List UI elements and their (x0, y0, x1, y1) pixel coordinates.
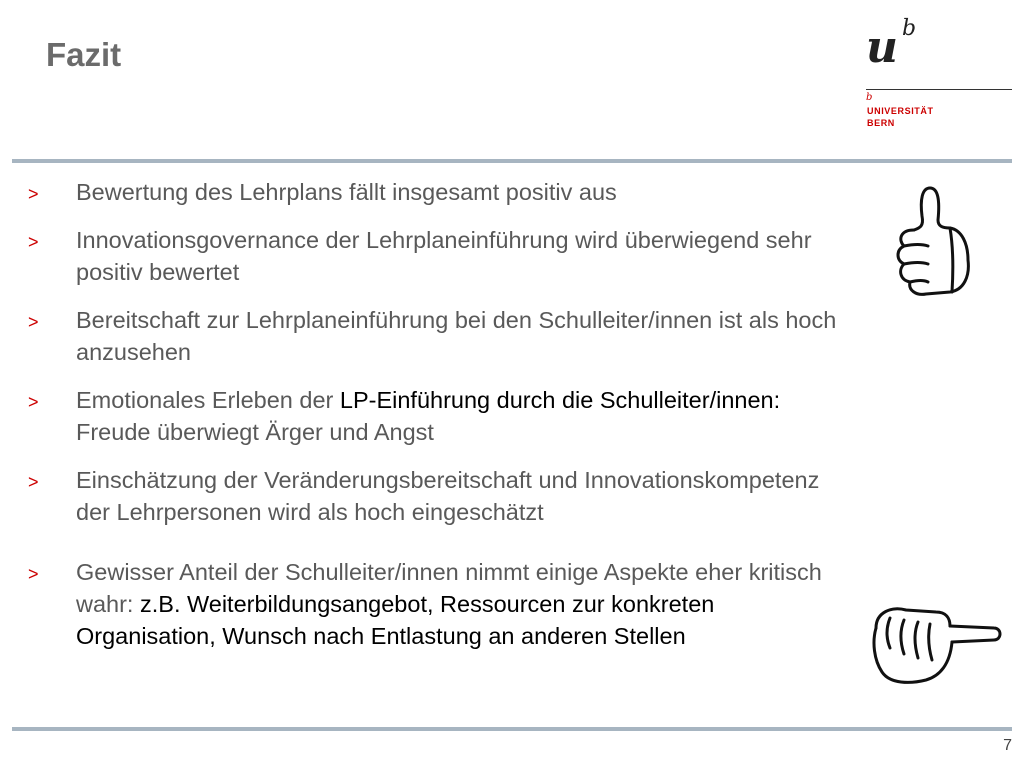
bullet-marker: > (28, 184, 39, 204)
bottom-divider (12, 727, 1012, 731)
university-logo (862, 10, 1012, 130)
bullet-text: z.B. Weiterbildungsangebot, Ressourcen zur konkreten Organisation, Wunsch nach Entlastung an anderen Stellen (76, 591, 715, 649)
logo-letter-b: b (902, 16, 917, 41)
bullet-text: Einschätzung der Veränderungsbereitschaft und Innovationskompetenz der Lehrpersonen wird als hoch eingeschätzt (76, 467, 820, 525)
logo-text (867, 105, 934, 129)
bullet-marker: > (28, 472, 39, 492)
bullet-marker: > (28, 392, 39, 412)
bullet-text: Bereitschaft zur Lehrplaneinführung bei den Schulleiter/innen ist als hoch anzusehen (76, 307, 837, 365)
bullet-text: Bewertung des Lehrplans fällt insgesamt positiv aus (76, 179, 617, 205)
bullet-text: LP-Einführung durch die Schulleiter/innen: (339, 387, 781, 413)
bullet-text: Emotionales Erleben der (76, 387, 340, 413)
logo-city: BERN (867, 118, 895, 128)
bullet-item (28, 464, 858, 528)
bullet-marker: > (28, 312, 39, 332)
bullet-item (28, 176, 858, 208)
page-number: 7 (1003, 737, 1012, 754)
thumbs-sideways-icon (866, 598, 1006, 688)
bullet-text: Gewisser Anteil der Schulleiter/innen nimmt einige Aspekte eher kritisch wahr: (76, 559, 822, 617)
bullet-item (28, 224, 858, 288)
logo-university: UNIVERSITÄT (867, 106, 934, 116)
bullet-list (28, 176, 858, 668)
logo-letter-u: u (866, 22, 898, 73)
page-title: Fazit (46, 36, 122, 73)
bullet-item (28, 304, 858, 368)
logo-divider (866, 89, 1012, 90)
bullet-text: Innovationsgovernance der Lehrplaneinführung wird überwiegend sehr positiv bewertet (76, 227, 812, 285)
top-divider (12, 159, 1012, 163)
bullet-marker: > (28, 564, 39, 584)
bullet-marker: > (28, 232, 39, 252)
bullet-item (28, 384, 858, 448)
bullet-item (28, 556, 858, 652)
thumbs-up-icon (880, 180, 980, 300)
bullet-text: Freude überwiegt Ärger und Angst (76, 419, 434, 445)
logo-small-b: b (866, 92, 873, 103)
